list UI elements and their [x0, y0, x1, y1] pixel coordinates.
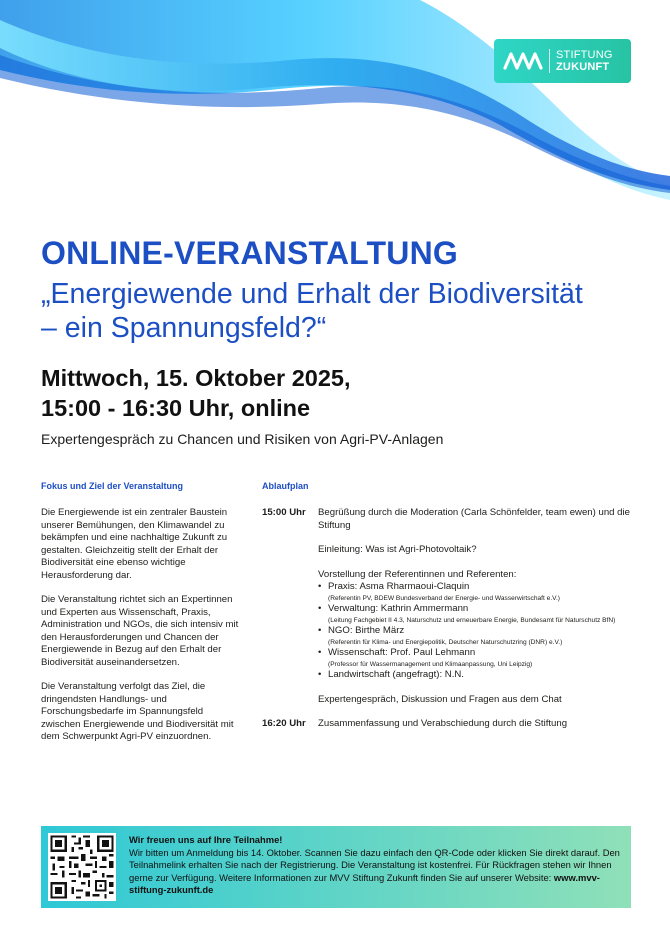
agenda-intro: Einleitung: Was ist Agri-Photovoltaik? [318, 544, 477, 555]
stiftung-zukunft-logo [494, 39, 631, 83]
bullet: • [318, 625, 322, 636]
logo-divider [549, 49, 550, 73]
speaker-list [318, 581, 632, 682]
registration-text [129, 834, 625, 897]
mvv-logo-icon [503, 48, 545, 74]
event-tagline: Expertengespräch zu Chancen und Risiken von Agri-PV-Anlagen [41, 431, 444, 447]
bullet: • [318, 647, 322, 658]
agenda-closing: Zusammenfassung und Verabschiedung durch die Stiftung [318, 718, 568, 729]
registration-box [41, 826, 631, 908]
speaker-label: NGO: Birthe März [328, 625, 405, 636]
focus-paragraph: Die Energiewende ist ein zentraler Baustein unserer Bemühungen, den Klimawandel zu bekämpfen und eine nachhaltige Zukunft zu gestalten. Gleichzeitig stellt der Erhalt der Biodiversität eine ebenso wichtige Herausforderung dar. [41, 507, 228, 581]
registration-body: Wir bitten um Anmeldung bis 14. Oktober. Scannen Sie dazu einfach den QR-Code oder klicken Sie direkt darauf. Den Teilnahmelink erhalten Sie nach der Registrierung. Die Veranstaltung ist kostenfrei. Für Rückfragen stehen wir Ihnen gerne zur Verfügung. Weitere Informationen zur MVV Stiftung Zukunft finden Sie auf unserer Website: [129, 846, 620, 883]
event-type-title: ONLINE-VERANSTALTUNG [41, 235, 459, 271]
speaker-item [318, 603, 632, 625]
speaker-item [318, 647, 632, 669]
event-date-line-1: Mittwoch, 15. Oktober 2025, [41, 365, 351, 391]
agenda-time: 16:20 Uhr [262, 718, 306, 729]
event-title: „Energiewende und Erhalt der Biodiversität – ein Spannungsfeld?“ [41, 278, 583, 344]
agenda-time: 15:00 Uhr [262, 507, 306, 518]
focus-paragraph: Die Veranstaltung verfolgt das Ziel, die dringendsten Handlungs- und Forschungsbedarfe im Spannungsfeld zwischen Energiewende und Biodiversität mit dem Schwerpunkt Agri-PV einzuordnen. [41, 681, 234, 742]
speaker-item [318, 581, 632, 603]
agenda-item [262, 718, 632, 731]
focus-paragraph: Die Veranstaltung richtet sich an Expertinnen und Experten aus Wissenschaft, Praxis, Administration und NGOs, die sich intensiv mit den Herausforderungen und Chancen der Energiewende in Bezug auf den Erhalt der Biodiversität auseinandersetzen. [41, 594, 239, 668]
agenda-item [262, 507, 632, 706]
focus-heading: Fokus und Ziel der Veranstaltung [41, 481, 184, 491]
speaker-label: Verwaltung: Kathrin Ammermann [328, 603, 469, 614]
bullet: • [318, 581, 322, 592]
header-wave-graphic [0, 0, 670, 240]
agenda-heading: Ablaufplan [262, 481, 309, 491]
focus-text [41, 507, 241, 756]
bullet: • [318, 603, 322, 614]
speaker-note: (Referentin PV, BDEW Bundesverband der Energie- und Wasserwirtschaft e.V.) [328, 594, 560, 602]
logo-line-2: ZUKUNFT [556, 61, 610, 73]
speaker-item [318, 625, 632, 647]
agenda-speakers-intro: Vorstellung der Referentinnen und Referenten: [318, 568, 517, 580]
logo-wordmark [556, 49, 613, 73]
speaker-note: (Referentin für Klima- und Energiepolitik, Deutscher Naturschutzring (DNR) e.V.) [328, 638, 563, 646]
speaker-label: Wissenschaft: Prof. Paul Lehmann [328, 647, 476, 658]
event-date-line-2: 15:00 - 16:30 Uhr, online [41, 395, 311, 421]
event-date [41, 363, 351, 423]
agenda-list [262, 507, 632, 731]
speaker-note: (Leitung Fachgebiet II 4.3, Naturschutz und erneuerbare Energie, Bundesamt für Naturschutz BfN) [328, 616, 616, 624]
agenda-discussion: Expertengespräch, Diskussion und Fragen aus dem Chat [318, 693, 562, 705]
qr-code-icon[interactable] [48, 833, 116, 901]
speaker-label: Praxis: Asma Rharmaoui-Claquin [328, 581, 470, 592]
registration-heading: Wir freuen uns auf Ihre Teilnahme! [129, 834, 283, 845]
website-link[interactable]: www.mvv-stiftung-zukunft.de [129, 871, 600, 895]
bullet: • [318, 669, 322, 680]
speaker-item [318, 669, 632, 682]
speaker-label: Landwirtschaft (angefragt): N.N. [328, 669, 464, 680]
speaker-note: (Professor für Wassermanagement und Klimaanpassung, Uni Leipzig) [328, 660, 533, 668]
logo-line-1: STIFTUNG [556, 49, 613, 61]
agenda-welcome: Begrüßung durch die Moderation (Carla Schönfelder, team ewen) und die Stiftung [318, 507, 630, 531]
